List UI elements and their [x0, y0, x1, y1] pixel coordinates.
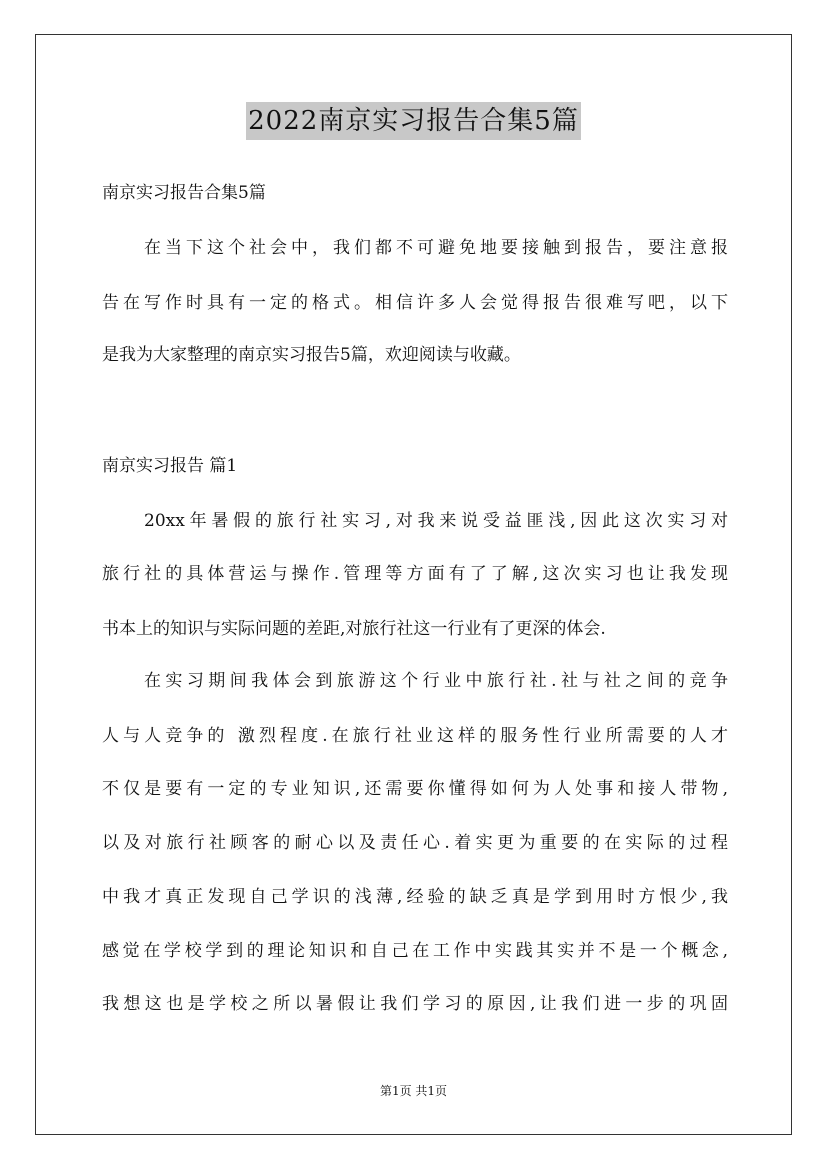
paragraph-line: 感觉在学校学到的理论知识和自己在工作中实践其实并不是一个概念,: [102, 941, 728, 961]
title-wrap: [0, 102, 827, 140]
paragraph-line: 中我才真正发现自己学识的浅薄,经验的缺乏真是学到用时方恨少,我: [102, 887, 728, 907]
intro-line: 是我为大家整理的南京实习报告5篇，欢迎阅读与收藏。: [102, 345, 521, 365]
document-title: 2022南京实习报告合集5篇: [246, 102, 581, 140]
paragraph-line: 以及对旅行社顾客的耐心以及责任心.着实更为重要的在实际的过程: [102, 833, 728, 853]
paragraph-line: 书本上的知识与实际问题的差距,对旅行社这一行业有了更深的体会.: [102, 619, 606, 639]
section-heading: 南京实习报告 篇1: [102, 456, 238, 476]
page-footer: 第1页 共1页: [379, 1084, 448, 1098]
paragraph-line: 我想这也是学校之所以暑假让我们学习的原因,让我们进一步的巩固: [102, 994, 728, 1014]
paragraph-line: 旅行社的具体营运与操作.管理等方面有了了解,这次实习也让我发现: [102, 564, 728, 584]
paragraph-line: 人与人竞争的 激烈程度.在旅行社业这样的服务性行业所需要的人才: [102, 726, 728, 746]
intro-line: 在当下这个社会中，我们都不可避免地要接触到报告，要注意报: [144, 238, 728, 258]
subtitle: 南京实习报告合集5篇: [102, 183, 266, 203]
paragraph-line: 不仅是要有一定的专业知识,还需要你懂得如何为人处事和接人带物,: [102, 779, 728, 799]
intro-line: 告在写作时具有一定的格式。相信许多人会觉得报告很难写吧，以下: [102, 293, 728, 313]
paragraph-line: 在实习期间我体会到旅游这个行业中旅行社.社与社之间的竞争: [144, 671, 728, 691]
paragraph-line: 20xx年暑假的旅行社实习,对我来说受益匪浅,因此这次实习对: [144, 511, 728, 531]
